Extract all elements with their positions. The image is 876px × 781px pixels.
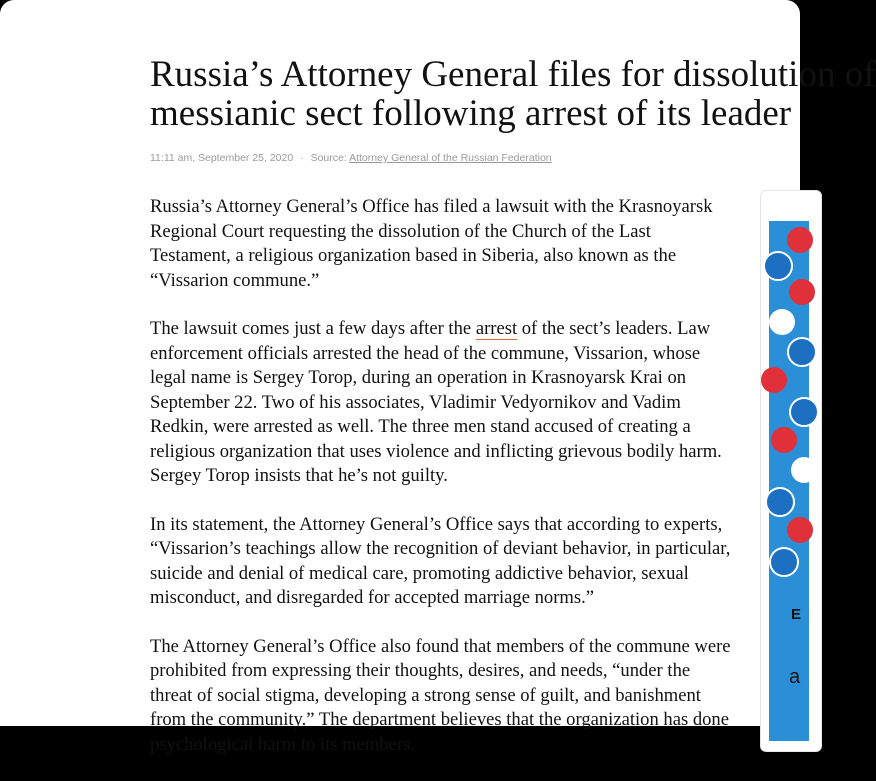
p2-line: Redkin, were arrested as well. The three men stand accused of creating a	[150, 416, 691, 437]
ad-headline: E	[791, 606, 802, 623]
heart-icon	[761, 367, 787, 393]
ad-image[interactable]	[769, 221, 809, 741]
p2-line: enforcement officials arrested the head of the commune, Vissarion, whose	[150, 342, 701, 364]
p2-line: Sergey Torop insists that he’s not guilty.	[150, 465, 448, 486]
article	[150, 54, 876, 781]
source-link[interactable]: Attorney General of the Russian Federation	[349, 152, 552, 164]
p3-line: In its statement, the Attorney General’s Office says that according to experts,	[150, 513, 723, 535]
p3-line: misconduct, and disregarded for accepted marriage norms.”	[150, 587, 594, 608]
meta-separator: ·	[300, 152, 304, 164]
p1-line: Russia’s Attorney General’s Office has filed a lawsuit with the Krasnoyarsk	[150, 196, 713, 217]
article-meta	[150, 152, 750, 164]
p1-line: Regional Court requesting the dissolution of the Church of the Last	[150, 220, 651, 242]
paragraph-1	[150, 195, 750, 293]
p2-line: September 22. Two of his associates, Vladimir Vedyornikov and Vadim	[150, 391, 681, 413]
p2-text: of the sect’s leaders. Law	[517, 318, 711, 339]
circle-shape	[769, 309, 795, 335]
p4-line: The Attorney General’s Office also found that members of the commune were	[150, 635, 731, 657]
thumbs-up-icon	[787, 337, 817, 367]
arrest-link[interactable]: arrest	[475, 318, 518, 339]
timestamp: 11:11 am, September 25, 2020	[150, 152, 294, 164]
thumbs-up-icon	[789, 397, 819, 427]
title-line-1: Russia’s Attorney General files for dissolution of	[150, 54, 876, 95]
p4-line: prohibited from expressing their thoughts, desires, and needs, “under the	[150, 660, 691, 681]
circle-shape	[791, 457, 817, 483]
heart-icon	[787, 517, 813, 543]
p4-line: threat of social stigma, developing a strong sense of guilt, and banishment	[150, 684, 701, 706]
p4-line: psychological harm to its members.	[150, 733, 415, 755]
p3-line: suicide and denial of medical care, promoting addictive behavior, sexual	[150, 562, 689, 584]
heart-icon	[771, 427, 797, 453]
paragraph-3	[150, 513, 750, 611]
thumbs-up-icon	[765, 487, 795, 517]
p2-line	[150, 317, 750, 342]
heart-icon	[789, 279, 815, 305]
p2-text: The lawsuit comes just a few days after the	[150, 318, 476, 339]
sidebar-ad[interactable]	[760, 190, 822, 752]
paragraph-4	[150, 635, 750, 758]
article-title	[150, 54, 876, 134]
p3-line: “Vissarion’s teachings allow the recognition of deviant behavior, in particular,	[150, 538, 731, 559]
source-label: Source:	[310, 152, 347, 164]
paragraph-2	[150, 317, 750, 489]
p1-line: “Vissarion commune.”	[150, 269, 320, 291]
thumbs-up-icon	[769, 547, 799, 577]
p2-line: legal name is Sergey Torop, during an operation in Krasnoyarsk Krai on	[150, 367, 687, 388]
title-line-2: messianic sect following arrest of its leader	[150, 93, 792, 134]
ad-subtext: a	[789, 666, 801, 688]
heart-icon	[787, 227, 813, 253]
p4-line: from the community.” The department believes that the organization has done	[150, 709, 729, 730]
article-body	[150, 195, 750, 757]
p2-line: religious organization that uses violence and inflicting grievous bodily harm.	[150, 440, 722, 462]
thumbs-up-icon	[763, 251, 793, 281]
p1-line: Testament, a religious organization based in Siberia, also known as the	[150, 245, 677, 266]
